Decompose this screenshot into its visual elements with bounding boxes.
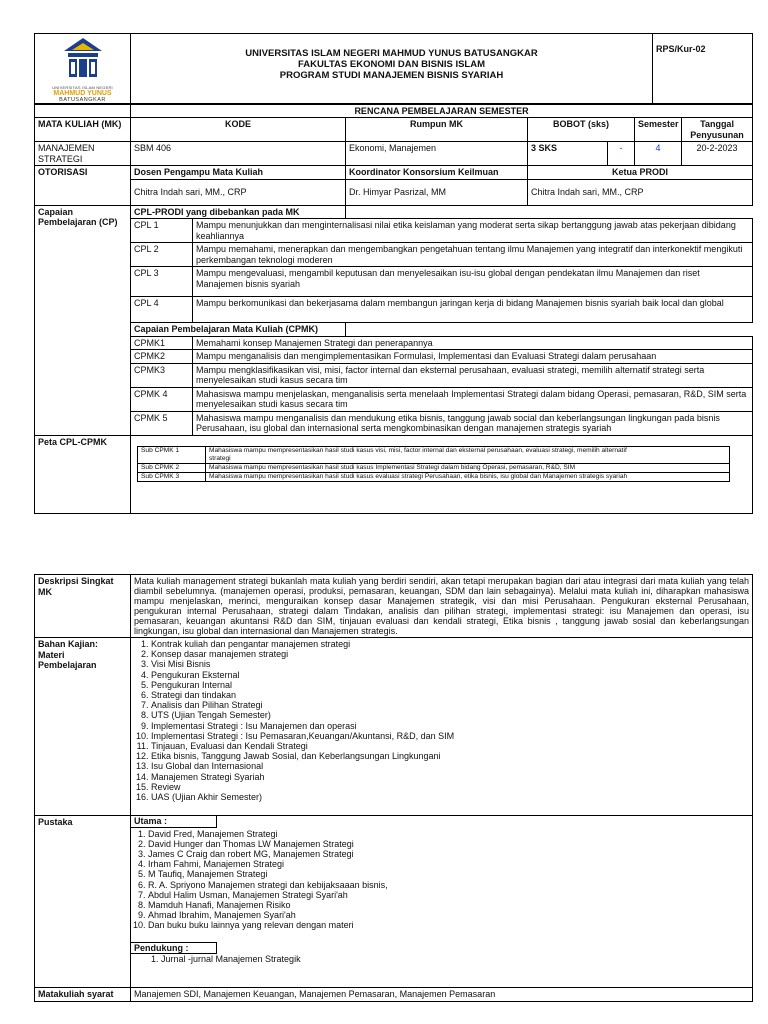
- cpmk-code: CPMK2: [131, 350, 193, 364]
- cpmk-code: CPMK3: [131, 363, 193, 387]
- header-date: Tanggal Penyusunan: [682, 118, 753, 142]
- list-item: 10. Dan buku buku lainnya yang relevan dengan materi: [148, 920, 752, 930]
- lecturer-name: Chitra Indah sari, MM., CRP: [131, 179, 346, 205]
- course-group: Ekonomi, Manajemen: [346, 142, 528, 166]
- list-item: 4. Pengukuran Eksternal: [151, 670, 749, 680]
- list-item: 4. Irham Fahmi, Manajemen Strategi: [148, 859, 752, 869]
- list-item: 13. Isu Global dan Internasional: [151, 761, 749, 771]
- cpl-text: Mampu mengevaluasi, mengambil keputusan dan menyelesaikan isu-isu global dengan pendekatan ilmu Manajemen dan riset Manajemen bisnis syariah: [193, 267, 753, 297]
- cpl-code: CPL 4: [131, 297, 193, 323]
- institution-title: [131, 34, 653, 104]
- header-group: Rumpun MK: [346, 118, 528, 142]
- table-row: [138, 472, 730, 481]
- cpl-code: CPL 2: [131, 243, 193, 267]
- list-item: 1. David Fred, Manajemen Strategi: [148, 829, 752, 839]
- cpmk-text: Mampu mengklasifikasikan visi, misi, factor internal dan eksternal perusahaan, evaluasi strategi, memilih alternatif strategi serta menyelesaikan studi kasus secara tim: [193, 363, 753, 387]
- list-item: 9. Implementasi Strategi : Isu Manajemen dan operasi: [151, 721, 749, 731]
- list-item: 8. Mamduh Hanafi, Manajemen Risiko: [148, 900, 752, 910]
- course-code: SBM 406: [131, 142, 346, 166]
- materials-list: [134, 639, 749, 802]
- cpmk-text: Mahasiswa mampu menganalisis dan mendukung etika bisnis, tanggung jawab social dan keberlangsungan lingkungan pada bisnis Perusahaan, isu global dan internasional serta mengkombinasikan dengan manajemen strategis syariah: [193, 411, 753, 435]
- references-support-list: [131, 954, 752, 964]
- list-item: 9. Ahmad Ibrahim, Manajemen Syari'ah: [148, 910, 752, 920]
- course-weight: 3 SKS: [528, 142, 608, 166]
- rps-main-table: [34, 104, 753, 514]
- lecturer-label: Dosen Pengampu Mata Kuliah: [131, 166, 346, 180]
- course-date: 20-2-2023: [682, 142, 753, 166]
- cpmk-text: Mahasiswa mampu menjelaskan, menganalisis serta menelaah Implementasi Strategi dalam bidang Operasi, pemasaran, R&D, SIM serta menyelesaikan studi kasus secara tim: [193, 387, 753, 411]
- title-line-3: PROGRAM STUDI MANAJEMEN BISNIS SYARIAH: [279, 70, 504, 81]
- head-label: Ketua PRODI: [528, 166, 753, 180]
- references-main-list: [131, 829, 752, 931]
- prerequisite-text: Manajemen SDI, Manajemen Keuangan, Manajemen Pemasaran, Manajemen Pemasaran: [131, 988, 753, 1002]
- materials-label: Bahan Kajian: Materi Pembelajaran: [35, 638, 131, 816]
- map-text: Mahasiswa mampu mempresentasikan hasil studi kasus visi, misi, factor internal dan eksternal perusahaan, evaluasi strategi, memilih alternatif: [209, 446, 627, 454]
- cpmk-text: Memahami konsep Manajemen Strategi dan penerapannya: [193, 336, 753, 350]
- map-code: Sub CPMK 2: [138, 463, 206, 472]
- cpmk-code: CPMK 4: [131, 387, 193, 411]
- list-item: 12. Etika bisnis, Tanggung Jawab Sosial, dan Keberlangsungan Lingkungani: [151, 751, 749, 761]
- rps-page-bottom: [34, 574, 752, 1002]
- cpmk-code: CPMK 5: [131, 411, 193, 435]
- references-main-label: Utama :: [131, 816, 217, 828]
- doc-code: RPS/Kur-02: [653, 34, 753, 104]
- map-text: Mahasiswa mampu mempresentasikan hasil studi kasus evaluasi strategi Perusahaan, etika bisnis, isu global dan Manajemen strategis syariah: [206, 472, 730, 481]
- map-text-cont: strategi: [209, 454, 231, 462]
- list-item: 16. UAS (Ujian Akhir Semester): [151, 792, 749, 802]
- list-item: 7. Abdul Halim Usman, Manajemen Strategi Syari'ah: [148, 890, 752, 900]
- prerequisite-label: Matakuliah syarat: [35, 988, 131, 1002]
- course-name: MANAJEMEN STRATEGI: [35, 142, 131, 166]
- header-weight: BOBOT (sks): [528, 118, 635, 142]
- list-item: 14. Manajemen Strategi Syariah: [151, 772, 749, 782]
- section-title: RENCANA PEMBELAJARAN SEMESTER: [131, 104, 753, 118]
- references-label: Pustaka: [35, 816, 131, 988]
- rps-detail-table: [34, 574, 753, 1002]
- cpmk-heading: Capaian Pembelajaran Mata Kuliah (CPMK): [131, 323, 346, 337]
- map-code: Sub CPMK 1: [138, 446, 206, 463]
- header-course: MATA KULIAH (MK): [35, 118, 131, 142]
- list-item: 3. Visi Misi Bisnis: [151, 659, 749, 669]
- cpl-code: CPL 1: [131, 219, 193, 243]
- head-name: Chitra Indah sari, MM., CRP: [528, 179, 753, 205]
- header-table: [34, 33, 753, 104]
- list-item: 5. Pengukuran Internal: [151, 680, 749, 690]
- cpl-code: CPL 3: [131, 267, 193, 297]
- cpmk-code: CPMK1: [131, 336, 193, 350]
- cpmk-text: Mampu menganalisis dan mengimplementasikan Formulasi, Implementasi dan Evaluasi Strategi dalam perusahaan: [193, 350, 753, 364]
- header-code: KODE: [131, 118, 346, 142]
- references-cell: [131, 816, 753, 988]
- cpl-label: Capaian Pembelajaran (CP): [35, 205, 131, 435]
- coordinator-label: Koordinator Konsorsium Keilmuan: [346, 166, 528, 180]
- list-item: 2. Konsep dasar manajemen strategi: [151, 649, 749, 659]
- map-label: Peta CPL-CPMK: [35, 435, 131, 513]
- map-table: [137, 446, 730, 482]
- list-item: 6. Strategi dan tindakan: [151, 690, 749, 700]
- cpl-text: Mampu memahami, menerapkan dan mengembangkan pengetahuan tentang ilmu Manajemen yang integratif dan interkonektif mengikuti perkembangan teknologi moderen: [193, 243, 753, 267]
- title-line-2: FAKULTAS EKONOMI DAN BISNIS ISLAM: [297, 59, 485, 70]
- list-item: 5. M Taufiq, Manajemen Strategi: [148, 869, 752, 879]
- description-text: Mata kuliah management strategi bukanlah mata kuliah yang berdiri sendiri, akan tetapi merupakan bagian dari atau integrasi dari mata kuliah yang telah diambil sebelumnya. (manajemen operasi, produksi, pemasaran, keuangan, SDM dan lain sebagainya). Melalui mata kuliah ini, diharapkan mahasiswa mampu menjelaskan, merinci, menguraikan konsep dasar Manajemen strategik, visi dan misi Perusahaan. Pengukuran eksternal Perusahaan, pengukuran internal Perusahaan, strategi dalam Tindakan, analisis dan pilihan strategi, implementasi strategi: isu Manajemen dan operasi, isu pemasaran, keuangan akuntansi R&D dan SIM, tinjauan evaluasi dan kendali strategi, Etika bisnis , tanggung jawab sosial dan keberlangsungan lingkungan, isu global dan internasional dan Manajemen strategis.: [131, 575, 753, 638]
- table-row: [138, 446, 730, 463]
- map-text: Mahasiswa mampu mempresentasikan hasil studi kasus Implementasi Strategi dalam bidang Operasi, pemasaran, R&D, SIM: [206, 463, 730, 472]
- course-semester: 4: [635, 142, 682, 166]
- list-item: 11. Tinjauan, Evaluasi dan Kendali Strategi: [151, 741, 749, 751]
- course-weight-extra: -: [608, 142, 635, 166]
- map-code: Sub CPMK 3: [138, 472, 206, 481]
- list-item: 6. R. A. Spriyono Manajemen strategi dan kebijaksaaan bisnis,: [148, 880, 752, 890]
- cpl-text: Mampu menunjukkan dan menginternalisasi nilai etika keislaman yang moderat serta sikap bertanggung jawab atas pekerjaan dibidang keahliannya: [193, 219, 753, 243]
- list-item: 1. Jurnal -jurnal Manajemen Strategik: [161, 954, 752, 964]
- cpl-text: Mampu berkomunikasi dan bekerjasama dalam membangun jaringan kerja di bidang Manajemen bisnis syariah baik local dan global: [193, 297, 753, 323]
- logo-line-1: UNIVERSITAS ISLAM NEGERI: [52, 84, 113, 90]
- list-item: 8. UTS (Ujian Tengah Semester): [151, 710, 749, 720]
- logo-line-2: MAHMUD YUNUS: [53, 89, 112, 97]
- materials-list-cell: [131, 638, 753, 816]
- coordinator-name: Dr. Himyar Pasrizal, MM: [346, 179, 528, 205]
- list-item: 7. Analisis dan Pilihan Strategi: [151, 700, 749, 710]
- list-item: 2. David Hunger dan Thomas LW Manajemen Strategi: [148, 839, 752, 849]
- rps-page-top: [34, 33, 752, 514]
- references-support-label: Pendukung :: [131, 942, 217, 955]
- list-item: 10. Implementasi Strategi : Isu Pemasaran,Keuangan/Akuntansi, R&D, dan SIM: [151, 731, 749, 741]
- list-item: 3. James C Craig dan robert MG, Manajemen Strategi: [148, 849, 752, 859]
- list-item: 15. Review: [151, 782, 749, 792]
- logo-line-3: BATUSANGKAR: [59, 96, 106, 103]
- description-label: Deskripsi Singkat MK: [35, 575, 131, 638]
- authorization-label: OTORISASI: [35, 166, 131, 206]
- cpl-heading: CPL-PRODI yang dibebankan pada MK: [131, 205, 346, 219]
- title-line-1: UNIVERSITAS ISLAM NEGERI MAHMUD YUNUS BATUSANGKAR: [245, 48, 538, 59]
- logo: [35, 34, 131, 104]
- header-semester: Semester: [635, 118, 682, 142]
- list-item: 1. Kontrak kuliah dan pengantar manajemen strategi: [151, 639, 749, 649]
- table-row: [138, 463, 730, 472]
- university-logo-icon: [60, 36, 106, 82]
